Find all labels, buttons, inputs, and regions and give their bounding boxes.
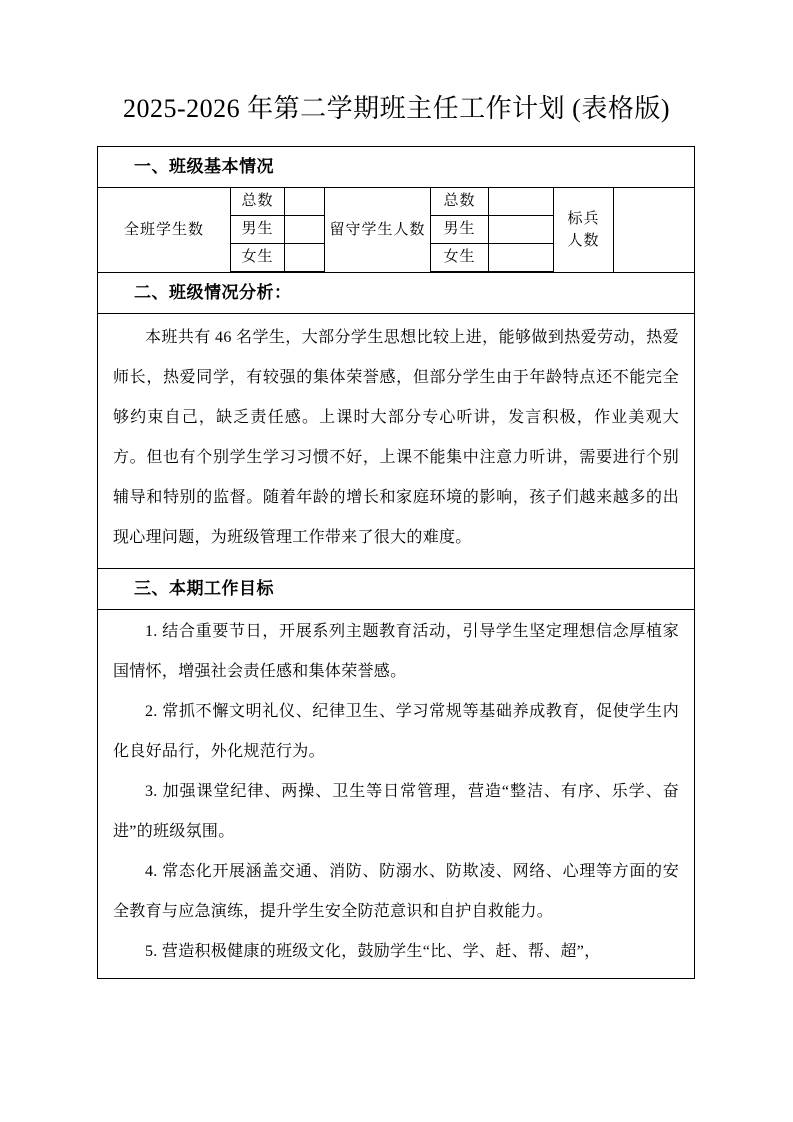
section-two-body-cell [98, 314, 695, 569]
page-title: 2025-2026 年第二学期班主任工作计划 (表格版) [123, 94, 670, 123]
value-model-students-count[interactable] [614, 188, 695, 272]
value-class-total-female[interactable] [285, 243, 325, 271]
sublabel-left-behind-male: 男生 [431, 215, 489, 243]
section-one-heading: 一、班级基本情况 [98, 147, 695, 188]
value-class-total-male[interactable] [285, 215, 325, 243]
goal-item: 3. 加强课堂纪律、两操、卫生等日常管理，营造“整洁、有序、乐学、奋进”的班级氛围。 [113, 783, 679, 840]
sublabel-class-total-male: 男生 [231, 215, 285, 243]
value-left-behind-all[interactable] [489, 188, 554, 215]
sublabel-left-behind-female: 女生 [431, 243, 489, 271]
label-class-total: 全班学生数 [98, 188, 231, 272]
goal-item: 2. 常抓不懈文明礼仪、纪律卫生、学习常规等基础养成教育，促使学生内化良好品行，外化规范行为。 [113, 703, 679, 760]
goal-item: 5. 营造积极健康的班级文化，鼓励学生“比、学、赶、帮、超”， [145, 943, 601, 960]
value-left-behind-male[interactable] [489, 215, 554, 243]
section-one-info-row [98, 188, 695, 273]
sublabel-class-total-all: 总数 [231, 188, 285, 215]
goal-item: 1. 结合重要节日，开展系列主题教育活动，引导学生坚定理想信念厚植家国情怀，增强社会责任感和集体荣誉感。 [113, 623, 679, 680]
label-model-students: 标兵 人数 [554, 188, 614, 272]
section-three-body-cell [98, 610, 695, 979]
section-two-heading-row [98, 273, 695, 314]
class-analysis-paragraph: 本班共有 46 名学生，大部分学生思想比较上进，能够做到热爱劳动，热爱师长，热爱同学，有较强的集体荣誉感，但部分学生由于年龄特点还不能完全够约束自己，缺乏责任感。上课时大部分专心听讲，发言积极，作业美观大方。但也有个别学生学习习惯不好，上课不能集中注意力听讲，需要进行个别辅导和特别的监督。随着年龄的增长和家庭环境的影响，孩子们越来越多的出现心理问题，为班级管理工作带来了很大的难度。 [113, 329, 679, 546]
section-two-heading: 二、班级情况分析： [98, 273, 695, 314]
section-three-body-row [98, 610, 695, 979]
goal-item: 4. 常态化开展涵盖交通、消防、防溺水、防欺凌、网络、心理等方面的安全教育与应急演练，提升学生安全防范意识和自护自救能力。 [113, 863, 679, 920]
section-two-body-row [98, 314, 695, 569]
class-info-grid [98, 188, 694, 272]
section-three-heading-row [98, 569, 695, 610]
section-one-heading-row [98, 147, 695, 188]
value-class-total-all[interactable] [285, 188, 325, 215]
section-three-heading: 三、本期工作目标 [98, 569, 695, 610]
value-left-behind-female[interactable] [489, 243, 554, 271]
label-left-behind: 留守学生人数 [325, 188, 431, 272]
section-one-info-cell [98, 188, 695, 273]
sublabel-class-total-female: 女生 [231, 243, 285, 271]
info-grid-row-total [98, 188, 694, 215]
plan-table [97, 146, 695, 979]
sublabel-left-behind-all: 总数 [431, 188, 489, 215]
